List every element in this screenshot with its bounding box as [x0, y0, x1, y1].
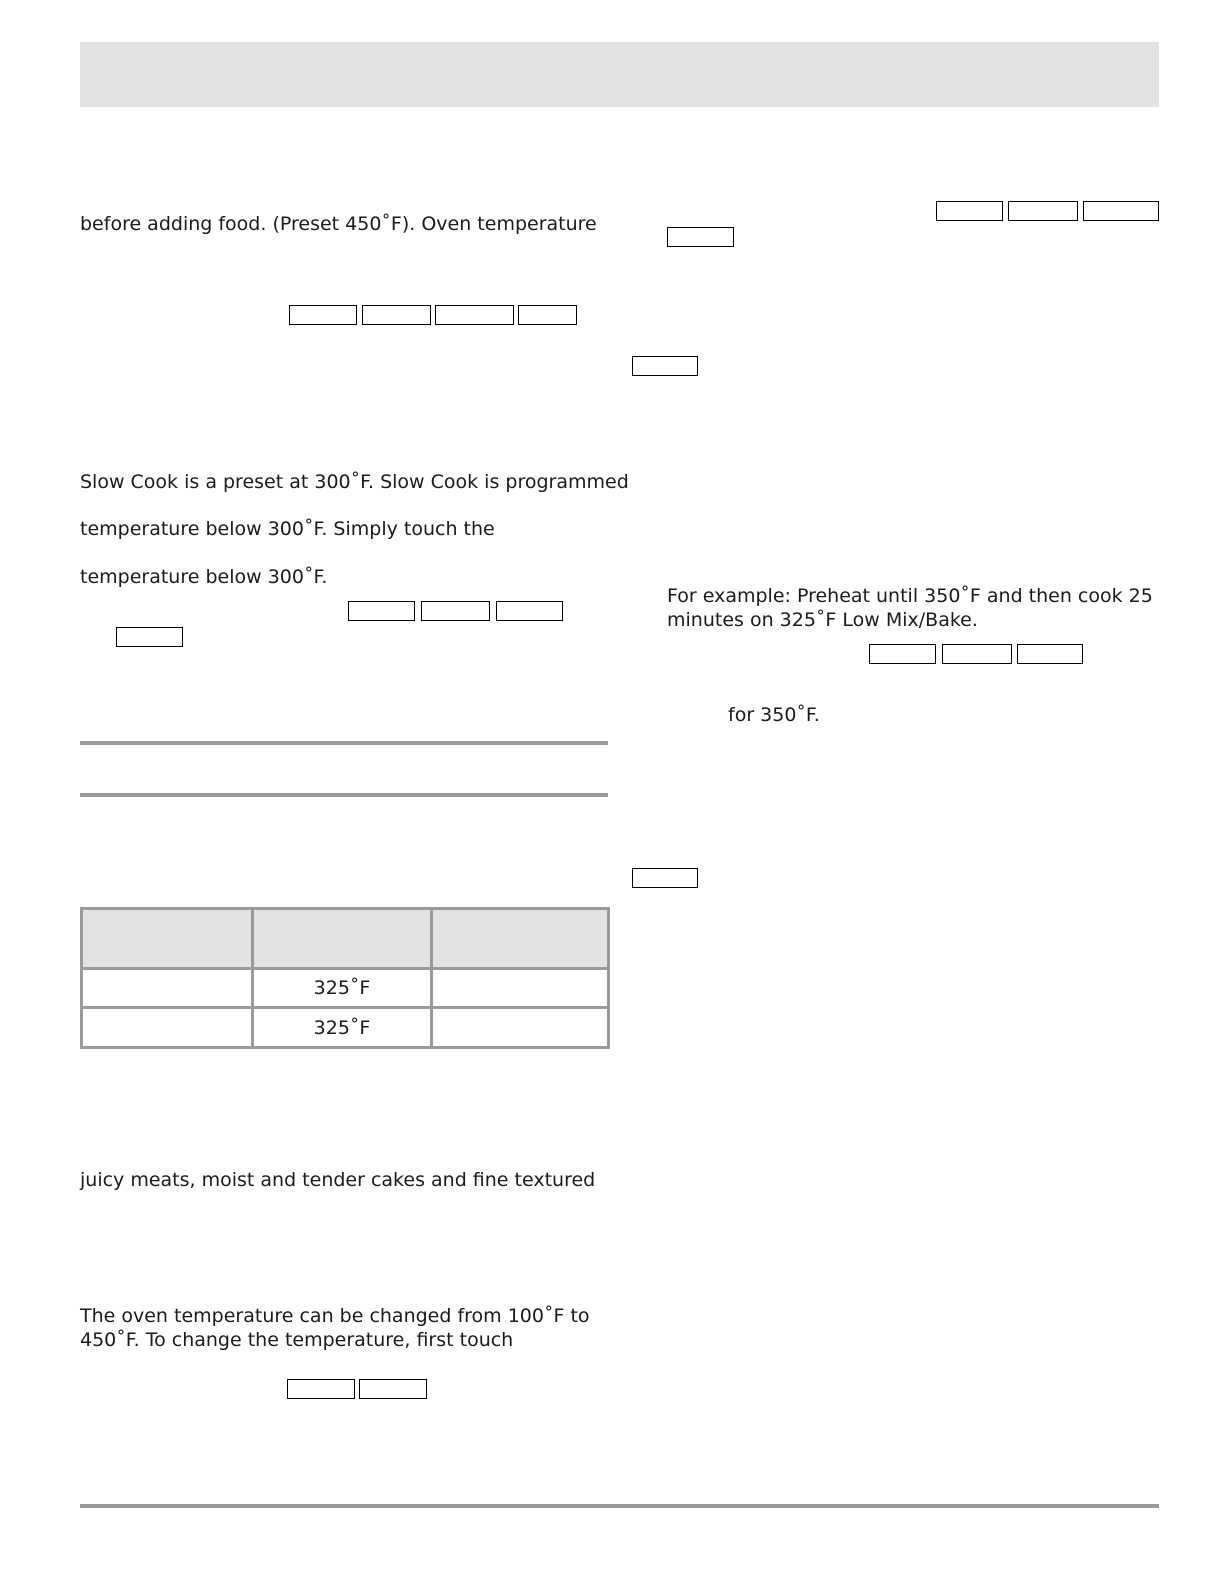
key-box[interactable]: [1083, 201, 1159, 221]
key-box[interactable]: [435, 305, 514, 325]
header-band: [80, 42, 1159, 107]
temperature-table: [80, 907, 610, 1049]
table-header-cell: [432, 909, 609, 969]
preheat-text: before adding food. (Preset 450˚F). Oven temperature: [80, 213, 597, 235]
section-rule: [80, 741, 608, 745]
key-box[interactable]: [869, 644, 936, 664]
temp-change-text-2: 450˚F. To change the temperature, first touch: [80, 1329, 514, 1351]
table-cell: [82, 1008, 253, 1048]
slow-cook-text-2: temperature below 300˚F. Simply touch the: [80, 518, 495, 540]
key-box[interactable]: [632, 356, 698, 376]
table-cell: [432, 968, 609, 1008]
key-box[interactable]: [421, 601, 490, 621]
key-box[interactable]: [348, 601, 415, 621]
for-350-text: for 350˚F.: [728, 704, 820, 726]
key-box[interactable]: [1017, 644, 1083, 664]
slow-cook-text-3: temperature below 300˚F.: [80, 566, 328, 588]
key-box[interactable]: [116, 627, 183, 647]
table-cell: 325˚F: [253, 1008, 432, 1048]
table-cell: [82, 968, 253, 1008]
table-row: [82, 1008, 609, 1048]
example-text-1: For example: Preheat until 350˚F and then cook 25: [667, 585, 1153, 607]
key-box[interactable]: [359, 1379, 427, 1399]
slow-cook-text-1: Slow Cook is a preset at 300˚F. Slow Cook is programmed: [80, 471, 629, 493]
example-text-2: minutes on 325˚F Low Mix/Bake.: [667, 609, 978, 631]
temp-change-text-1: The oven temperature can be changed from 100˚F to: [80, 1305, 590, 1327]
key-box[interactable]: [287, 1379, 355, 1399]
key-box[interactable]: [496, 601, 563, 621]
key-box[interactable]: [1008, 201, 1078, 221]
table-header-cell: [253, 909, 432, 969]
key-box[interactable]: [942, 644, 1012, 664]
table-header-row: [82, 909, 609, 969]
meats-text: juicy meats, moist and tender cakes and fine textured: [80, 1169, 596, 1191]
table-row: [82, 968, 609, 1008]
key-box[interactable]: [632, 868, 698, 888]
key-box[interactable]: [667, 227, 734, 247]
key-box[interactable]: [518, 305, 577, 325]
key-box[interactable]: [289, 305, 357, 325]
key-box[interactable]: [936, 201, 1003, 221]
table-cell: [432, 1008, 609, 1048]
table-cell: 325˚F: [253, 968, 432, 1008]
section-rule: [80, 793, 608, 797]
footer-rule: [80, 1504, 1159, 1508]
table-header-cell: [82, 909, 253, 969]
key-box[interactable]: [362, 305, 431, 325]
